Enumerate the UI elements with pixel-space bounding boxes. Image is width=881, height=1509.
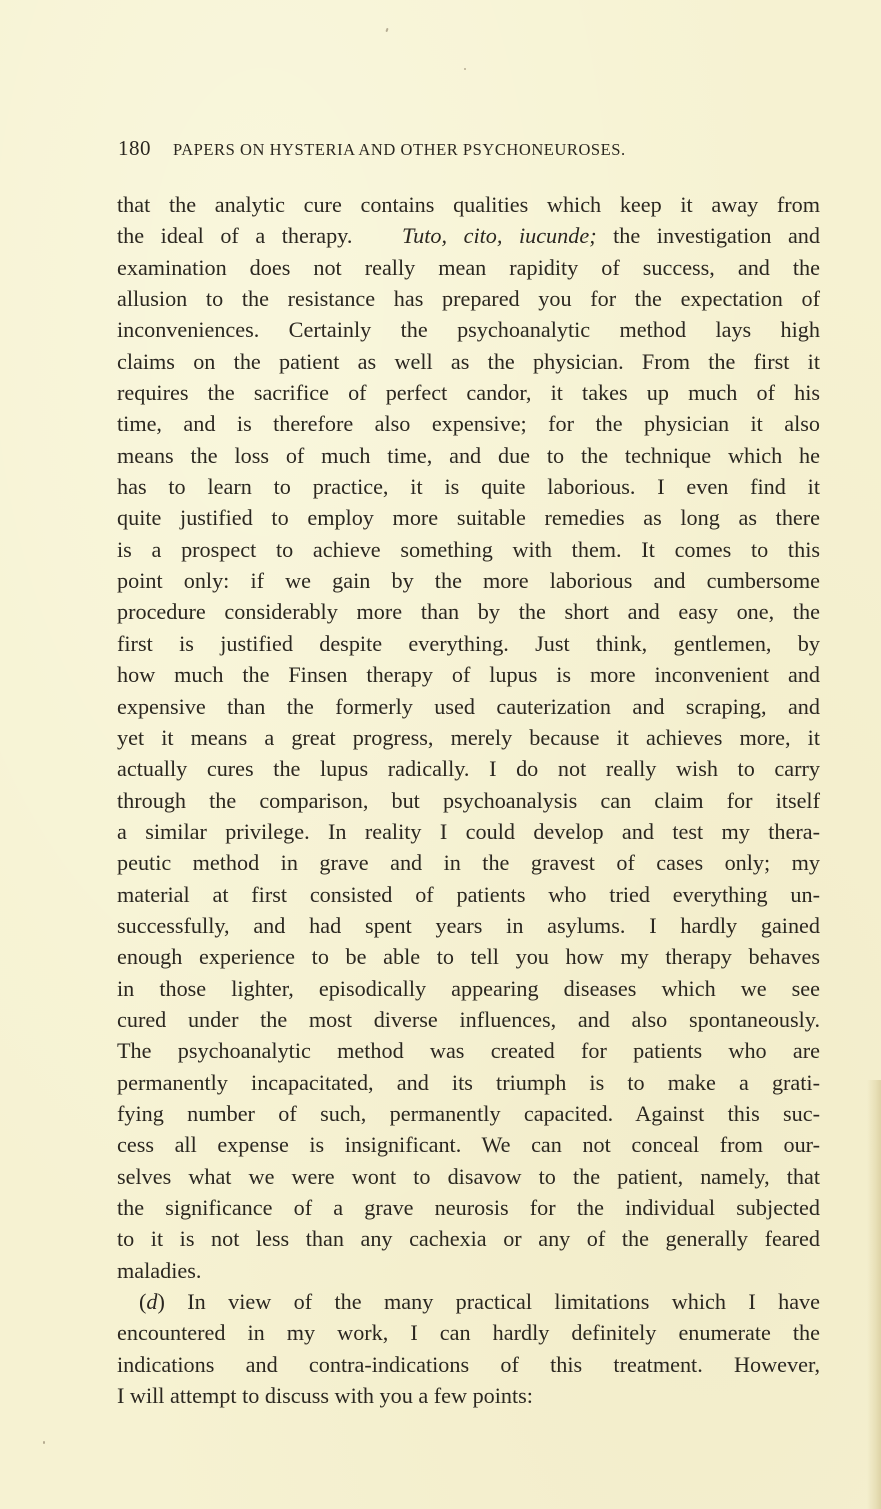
text-line: cess all expense is insignificant. We can not conceal from our-	[117, 1132, 820, 1158]
text-line: cured under the most diverse influences, and also spontaneously.	[117, 1006, 820, 1032]
text-line: maladies.	[117, 1257, 202, 1283]
page-number: 180	[118, 136, 151, 160]
text-line: actually cures the lupus radically. I do not really wish to carry	[117, 756, 820, 782]
text-line: selves what we were wont to disavow to the patient, namely, that	[117, 1163, 820, 1189]
text-line	[117, 1286, 820, 1317]
text-line: examination does not really mean rapidity of success, and the	[117, 254, 820, 280]
paper-speck	[43, 1441, 45, 1444]
paper-speck	[385, 28, 388, 32]
text-line: procedure considerably more than by the short and easy one, the	[117, 599, 820, 625]
text-line: a similar privilege. In reality I could develop and test my thera-	[117, 818, 820, 844]
paragraph-d	[117, 1286, 820, 1411]
text-line: to it is not less than any cachexia or any of the generally feared	[117, 1226, 820, 1252]
text-line: I will attempt to discuss with you a few points:	[117, 1383, 533, 1409]
text-line: through the comparison, but psychoanalysis can claim for itself	[117, 787, 820, 813]
text-line: the significance of a grave neurosis for the individual subjected	[117, 1195, 820, 1220]
paragraph	[117, 189, 820, 1286]
text-line: is a prospect to achieve something with them. It comes to this	[117, 536, 820, 562]
text-line	[117, 220, 820, 251]
text-line: indications and contra-indications of this treatment. However,	[117, 1351, 820, 1377]
text-line: point only: if we gain by the more laborious and cumbersome	[117, 568, 820, 594]
text-line: peutic method in grave and in the gravest of cases only; my	[117, 850, 820, 876]
latin-phrase: Tuto, cito, iucunde;	[402, 223, 597, 249]
text-line: encountered in my work, I can hardly definitely enumerate the	[117, 1320, 820, 1346]
text-line: fying number of such, permanently capacited. Against this suc-	[117, 1100, 820, 1126]
text-line: successfully, and had spent years in asylums. I hardly gained	[117, 912, 820, 938]
text-line: requires the sacrifice of perfect candor, it takes up much of his	[117, 380, 820, 406]
text-line: material at first consisted of patients who tried everything un-	[117, 881, 820, 907]
text-line: expensive than the formerly used cauterization and scraping, and	[117, 693, 820, 719]
text-line: that the analytic cure contains qualities which keep it away from	[117, 192, 820, 217]
text-line: means the loss of much time, and due to the technique which he	[117, 442, 820, 468]
text-line: enough experience to be able to tell you how my therapy behaves	[117, 944, 820, 970]
page-edge-shadow	[867, 1080, 881, 1509]
text-line: how much the Finsen therapy of lupus is more inconvenient and	[117, 662, 820, 688]
text-line: time, and is therefore also expensive; for the physician it also	[117, 411, 820, 437]
text-line: has to learn to practice, it is quite laborious. I even find it	[117, 474, 820, 500]
paper-speck	[464, 68, 466, 70]
text-line-end: the investigation and	[596, 223, 820, 249]
section-label: (d)	[139, 1289, 165, 1315]
text-line: inconveniences. Certainly the psychoanalytic method lays high	[117, 317, 820, 343]
text-line: claims on the patient as well as the physician. From the first it	[117, 348, 820, 374]
text-line: permanently incapacitated, and its triumph is to make a grati-	[117, 1069, 820, 1095]
text-line: allusion to the resistance has prepared you for the expectation of	[117, 286, 820, 312]
text-line: quite justified to employ more suitable remedies as long as there	[117, 505, 820, 531]
text-line: yet it means a great progress, merely because it achieves more, it	[117, 724, 820, 750]
text-line-start: the ideal of a therapy.	[117, 223, 353, 249]
text-line: in those lighter, episodically appearing diseases which we see	[117, 975, 820, 1001]
running-head	[118, 136, 818, 164]
body-text	[117, 189, 820, 1411]
text-line: The psychoanalytic method was created for patients who are	[117, 1038, 820, 1064]
text-line: first is justified despite everything. Just think, gentlemen, by	[117, 630, 820, 656]
text-line-rest: In view of the many practical limitations which I have	[164, 1289, 820, 1315]
running-title: PAPERS ON HYSTERIA AND OTHER PSYCHONEUROSES.	[173, 140, 626, 159]
